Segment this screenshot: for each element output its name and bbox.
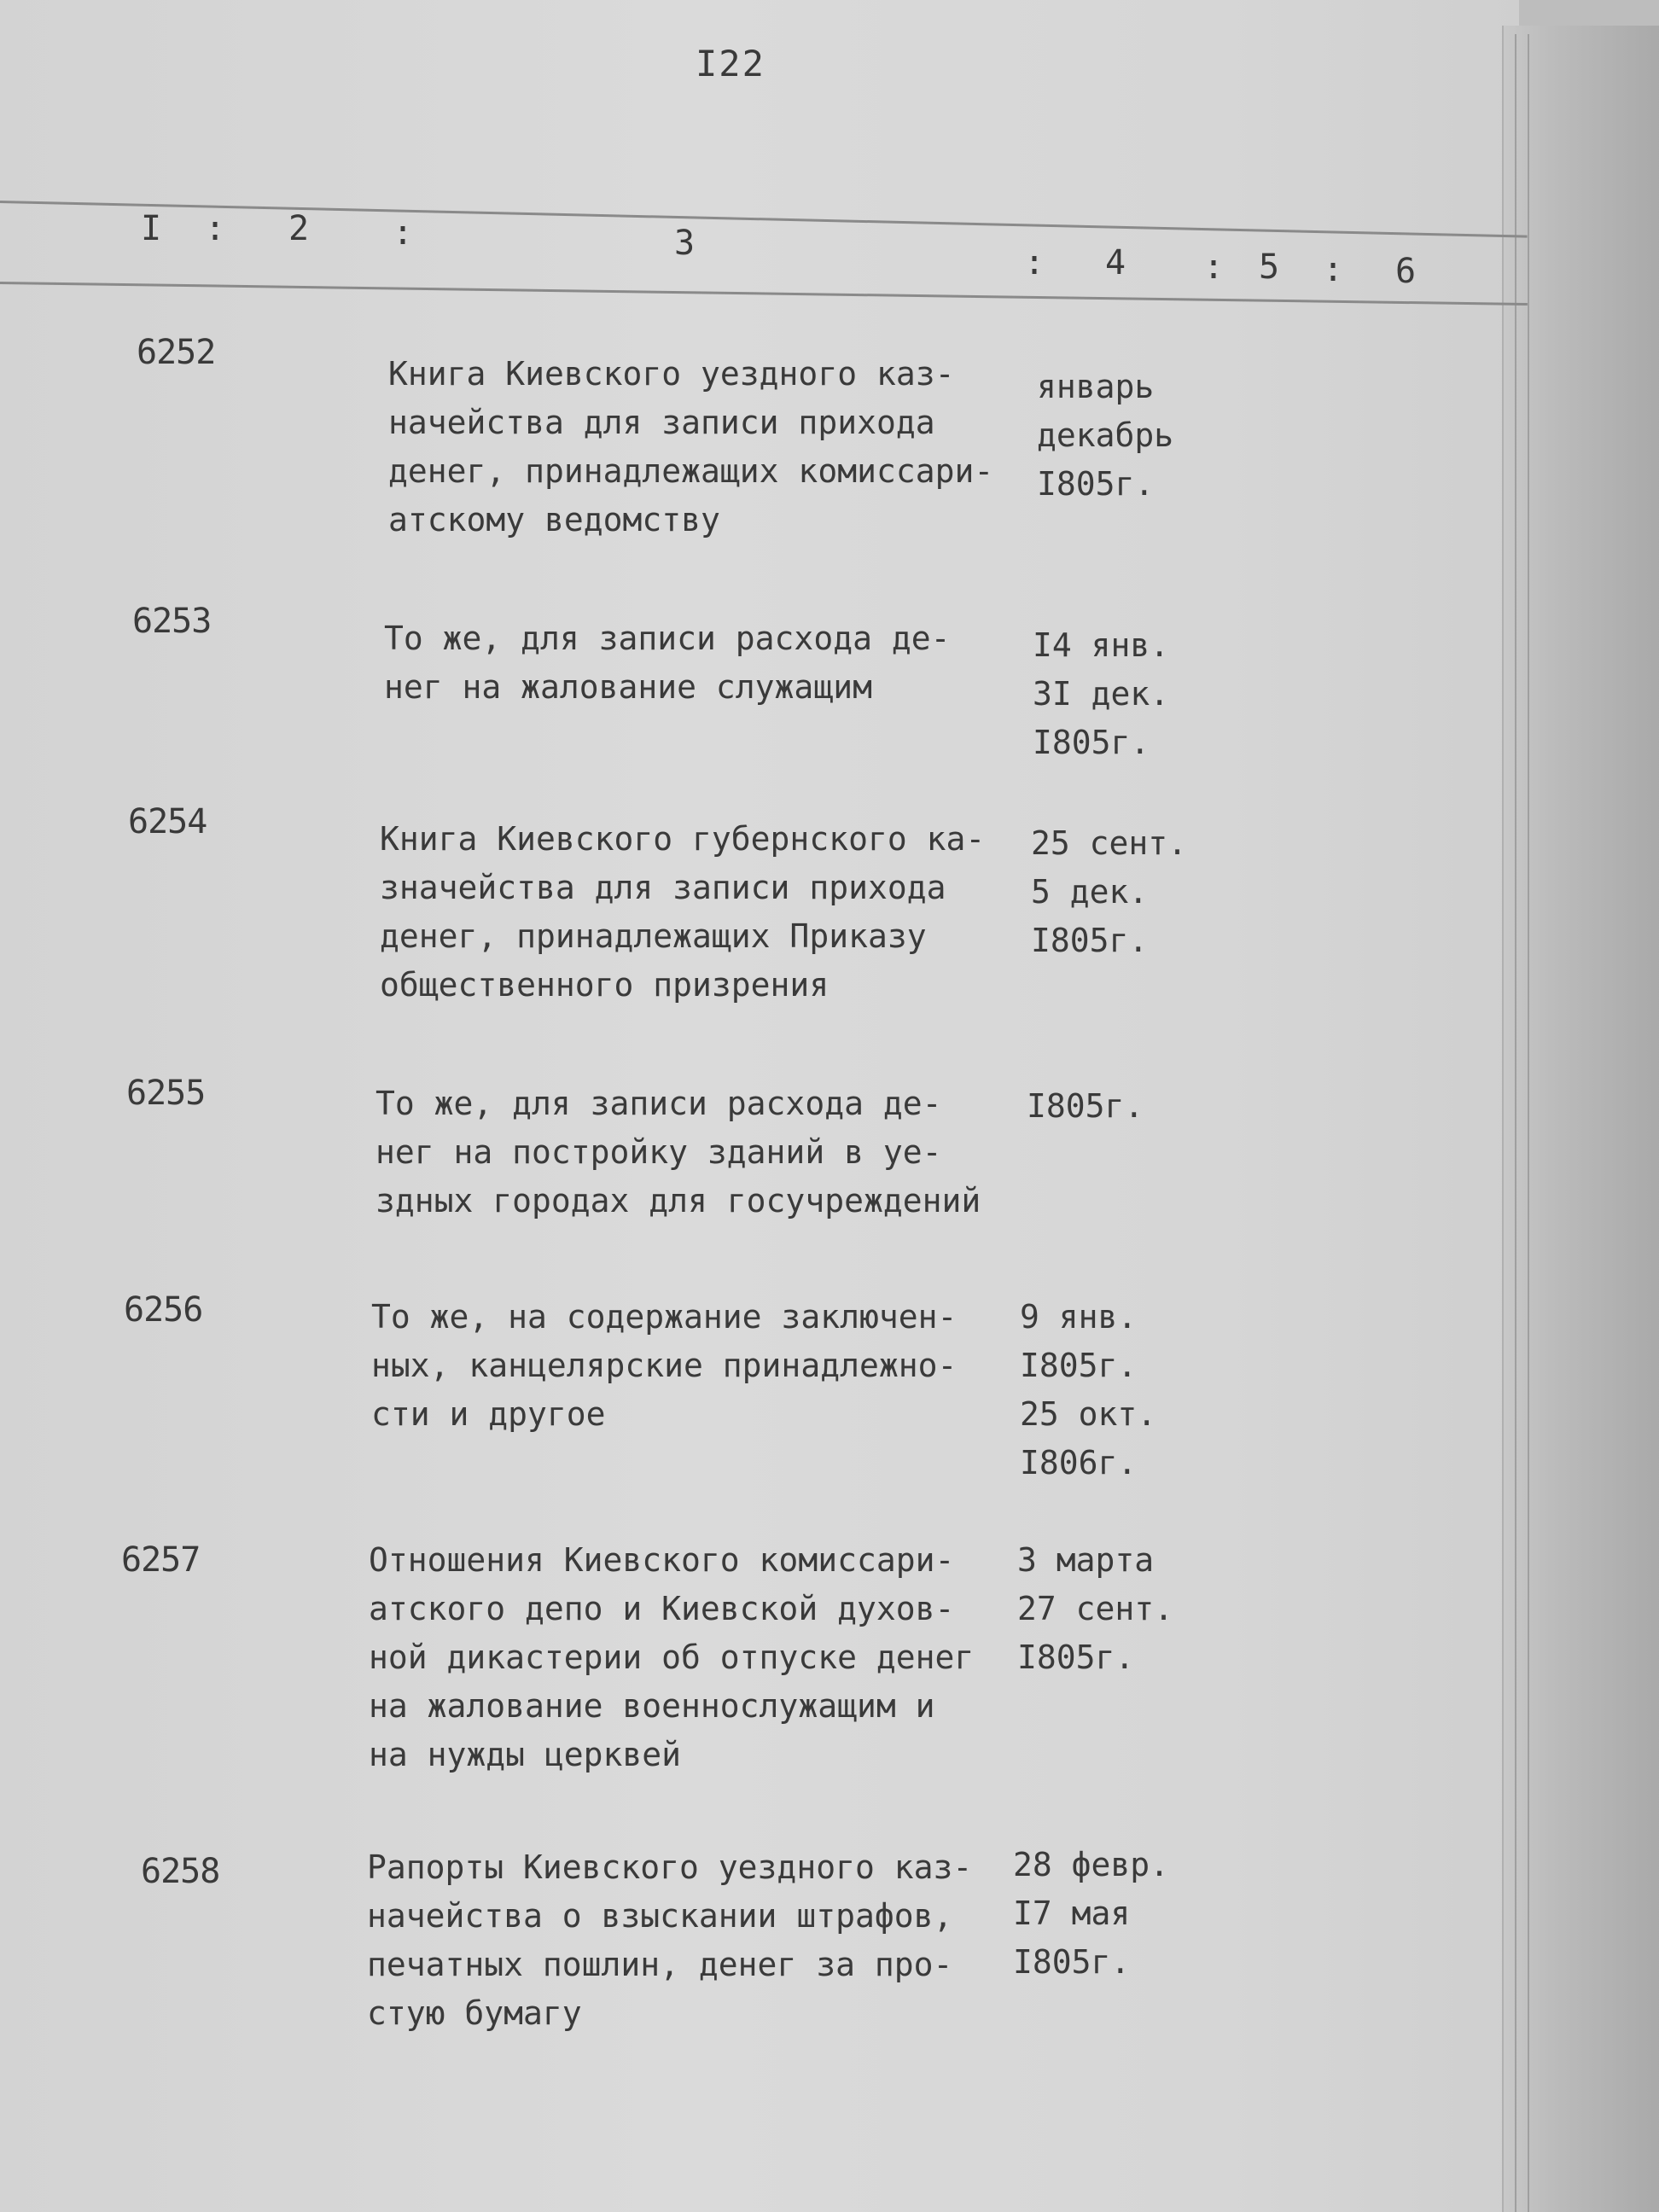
date-line: I806г. [1020,1444,1138,1481]
description-line: Книга Киевского губернского ка- [380,820,986,858]
date-line: 28 февр. [1013,1846,1170,1883]
page-edge-line [1515,34,1516,2212]
date-line: I805г. [1027,1087,1144,1125]
date-line: I805г. [1020,1347,1138,1384]
description-line: стую бумагу [367,1994,582,2032]
description-line: на жалование военнослужащим и [369,1687,935,1725]
description-line: денег, принадлежащих комиссари- [388,452,994,490]
description-line: ной дикастерии об отпуске денег [369,1639,975,1676]
date-line: 25 окт. [1020,1395,1157,1433]
entry-dates [1017,1536,1173,1682]
entry-number: 6257 [121,1540,201,1580]
entry-number: 6255 [126,1074,206,1113]
entry-number: 6253 [132,602,212,641]
entry-description [371,1293,957,1439]
page-edge-line [1528,34,1529,2212]
entry-dates [1020,1293,1156,1487]
description-line: начейства о взыскании штрафов, [367,1897,953,1935]
column-separator: : [1323,250,1344,289]
date-line: I805г. [1033,724,1150,761]
description-line: атскому ведомству [388,501,720,538]
description-line: нег на жалование служащим [384,668,872,706]
description-line: Книга Киевского уездного каз- [388,355,955,393]
description-line: сти и другое [371,1395,606,1433]
column-header-1: I [141,209,162,248]
column-header-3: 3 [674,224,696,263]
date-line: 25 сент. [1031,824,1188,862]
description-line: на нужды церквей [369,1736,682,1773]
description-line: То же, для записи расхода де- [384,620,951,657]
entry-number: 6252 [137,333,216,372]
description-line: здных городах для госучреждений [375,1182,981,1220]
description-line: денег, принадлежащих Приказу [380,917,927,955]
description-line: ных, канцелярские принадлежно- [371,1347,958,1384]
date-line: I805г. [1031,922,1149,959]
entry-number: 6256 [124,1290,203,1330]
date-line: I805г. [1013,1943,1131,1981]
date-line: 5 дек. [1031,873,1149,911]
date-line: I4 янв. [1033,626,1170,664]
page-number: I22 [696,43,765,84]
description-line: То же, для записи расхода де- [375,1085,942,1122]
description-line: начейства для записи прихода [388,404,935,441]
entry-dates [1027,1082,1144,1131]
date-line: декабрь [1037,416,1174,454]
description-line: значейства для записи прихода [380,869,946,906]
entry-description [369,1536,974,1779]
entry-number: 6254 [128,802,207,841]
description-line: печатных пошлин, денег за про- [367,1946,953,1983]
column-header-4: 4 [1105,243,1126,282]
entry-number: 6258 [141,1852,220,1891]
column-separator: : [393,213,414,253]
date-line: 3 марта [1017,1541,1155,1579]
date-line: 9 янв. [1020,1298,1138,1336]
description-line: нег на постройку зданий в уе- [375,1133,942,1171]
date-line: январь [1037,368,1155,405]
description-line: общественного призрения [380,966,830,1004]
column-separator: : [1024,243,1045,282]
date-line: 3I дек. [1033,675,1170,713]
entry-description [380,815,985,1010]
description-line: Отношения Киевского комиссари- [369,1541,955,1579]
entry-description [384,614,950,712]
description-line: Рапорты Киевского уездного каз- [367,1848,973,1886]
description-line: атского депо и Киевской духов- [369,1590,955,1627]
date-line: I805г. [1037,465,1155,503]
column-header-6: 6 [1395,252,1417,291]
column-header-2: 2 [288,209,310,248]
date-line: I805г. [1017,1639,1135,1676]
entry-dates [1033,621,1169,767]
page-stack-edge [1502,26,1659,2212]
column-header-5: 5 [1259,247,1280,287]
entry-description [388,350,993,544]
entry-dates [1031,819,1187,965]
description-line: То же, на содержание заключен- [371,1298,958,1336]
column-separator: : [205,209,226,248]
entry-description [375,1080,981,1225]
date-line: 27 сент. [1017,1590,1174,1627]
entry-description [367,1843,972,2038]
entry-dates [1013,1841,1169,1987]
date-line: I7 мая [1013,1895,1131,1932]
column-separator: : [1203,247,1225,287]
entry-dates [1037,363,1173,509]
